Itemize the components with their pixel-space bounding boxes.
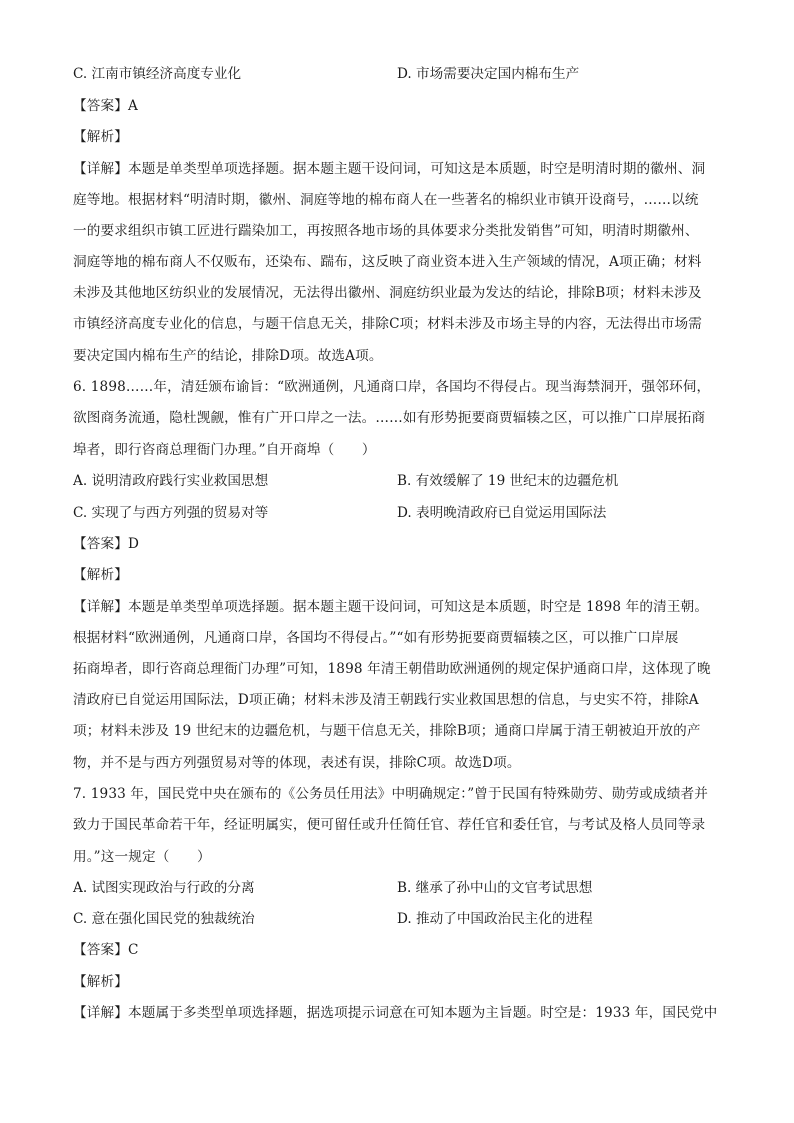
q7-option-d: D. 推动了中国政治民主化的进程 xyxy=(397,911,593,927)
q5-answer: 【答案】A xyxy=(73,98,138,114)
q7-stem-line: 用。”这一规定（ ） xyxy=(73,849,211,865)
q7-option-a: A. 试图实现政治与行政的分离 xyxy=(73,880,255,896)
q6-analysis-heading: 【解析】 xyxy=(73,567,128,583)
q5-detail-line: 要决定国内棉布生产的结论，排除D项。故选A项。 xyxy=(73,348,383,364)
q6-detail-line: 项；材料未涉及 19 世纪末的边疆危机，与题干信息无关，排除B项；通商口岸属于清王朝被迫开放的产 xyxy=(73,723,701,739)
q7-detail-line: 【详解】本题属于多类型单项选择题，据选项提示词意在可知本题为主旨题。时空是：1933 年，国民党中 xyxy=(73,1005,718,1021)
q6-stem-line: 6. 1898……年，清廷颁布谕旨：“欧洲通例，凡通商口岸，各国均不得侵占。现当海禁洞开，强邻环伺， xyxy=(73,379,711,395)
q5-detail-line: 一的要求组织市镇工匠进行踹染加工，再按照各地市场的具体要求分类批发销售”可知，明清时期徽州、 xyxy=(73,223,699,239)
q6-options-row-cd xyxy=(73,503,733,523)
q6-options-row-ab xyxy=(73,471,733,491)
q5-detail-line: 洞庭等地的棉布商人不仅贩布，还染布、踹布，这反映了商业资本进入生产领域的情况，A项正确；材料 xyxy=(73,254,702,270)
q7-option-b: B. 继承了孙中山的文官考试思想 xyxy=(397,880,593,896)
q7-analysis-heading: 【解析】 xyxy=(73,974,128,990)
q7-options-row-cd xyxy=(73,909,733,929)
q6-option-d: D. 表明晚清政府已自觉运用国际法 xyxy=(397,505,607,521)
q6-option-a: A. 说明清政府践行实业救国思想 xyxy=(73,473,269,489)
q5-options-row-cd xyxy=(73,64,733,84)
q5-detail-line: 庭等地。根据材料“明清时期，徽州、洞庭等地的棉布商人在一些著名的棉织业市镇开设商号，……以统 xyxy=(73,192,699,208)
q6-detail-line: 【详解】本题是单类型单项选择题。据本题主题干设问词，可知这是本质题，时空是 1898 年的清王朝。 xyxy=(73,599,709,615)
q7-stem-line: 7. 1933 年，国民党中央在颁布的《公务员任用法》中明确规定：”曾于民国有特殊勋劳、勋劳或成绩者并 xyxy=(73,786,708,802)
q6-detail-line: 清政府已自觉运用国际法，D项正确；材料未涉及清王朝践行实业救国思想的信息，与史实不符，排除A xyxy=(73,692,699,708)
q6-stem-line: 埠者，即行咨商总理衙门办理。”自开商埠（ ） xyxy=(73,442,376,458)
q5-option-d: D. 市场需要决定国内棉布生产 xyxy=(397,66,580,82)
q5-detail-line: 市镇经济高度专业化的信息，与题干信息无关，排除C项；材料未涉及市场主导的内容，无法得出市场需 xyxy=(73,316,703,332)
q6-answer: 【答案】D xyxy=(73,536,140,552)
q5-detail-line: 未涉及其他地区纺织业的发展情况，无法得出徽州、洞庭纺织业最为发达的结论，排除B项；材料未涉及 xyxy=(73,285,702,301)
q7-answer: 【答案】C xyxy=(73,942,139,958)
q6-option-c: C. 实现了与西方列强的贸易对等 xyxy=(73,505,269,521)
q6-detail-line: 拓商埠者，即行咨商总理衙门办理”可知，1898 年清王朝借助欧洲通例的规定保护通商口岸，这体现了晚 xyxy=(73,661,711,677)
q5-detail-line: 【详解】本题是单类型单项选择题。据本题主题干设问词，可知这是本质题，时空是明清时期的徽州、洞 xyxy=(73,161,706,177)
q7-stem-line: 致力于国民革命若干年，经证明属实，便可留任或升任简任官、荐任官和委任官，与考试及格人员同等录 xyxy=(73,817,706,833)
q7-option-c: C. 意在强化国民党的独裁统治 xyxy=(73,911,255,927)
q5-option-c: C. 江南市镇经济高度专业化 xyxy=(73,66,242,82)
q6-detail-line: 根据材料“欧洲通例，凡通商口岸，各国均不得侵占。”“如有形势扼要商贾辐辏之区，可以推广口岸展 xyxy=(73,630,679,646)
q5-analysis-heading: 【解析】 xyxy=(73,129,128,145)
q7-options-row-ab xyxy=(73,878,733,898)
q6-stem-line: 欲图商务流通，隐杜觊觎，惟有广开口岸之一法。……如有形势扼要商贾辐辏之区，可以推广口岸展拓商 xyxy=(73,410,706,426)
q6-option-b: B. 有效缓解了 19 世纪末的边疆危机 xyxy=(397,473,619,489)
q6-detail-line: 物，并不是与西方列强贸易对等的体现，表述有误，排除C项。故选D项。 xyxy=(73,755,521,771)
